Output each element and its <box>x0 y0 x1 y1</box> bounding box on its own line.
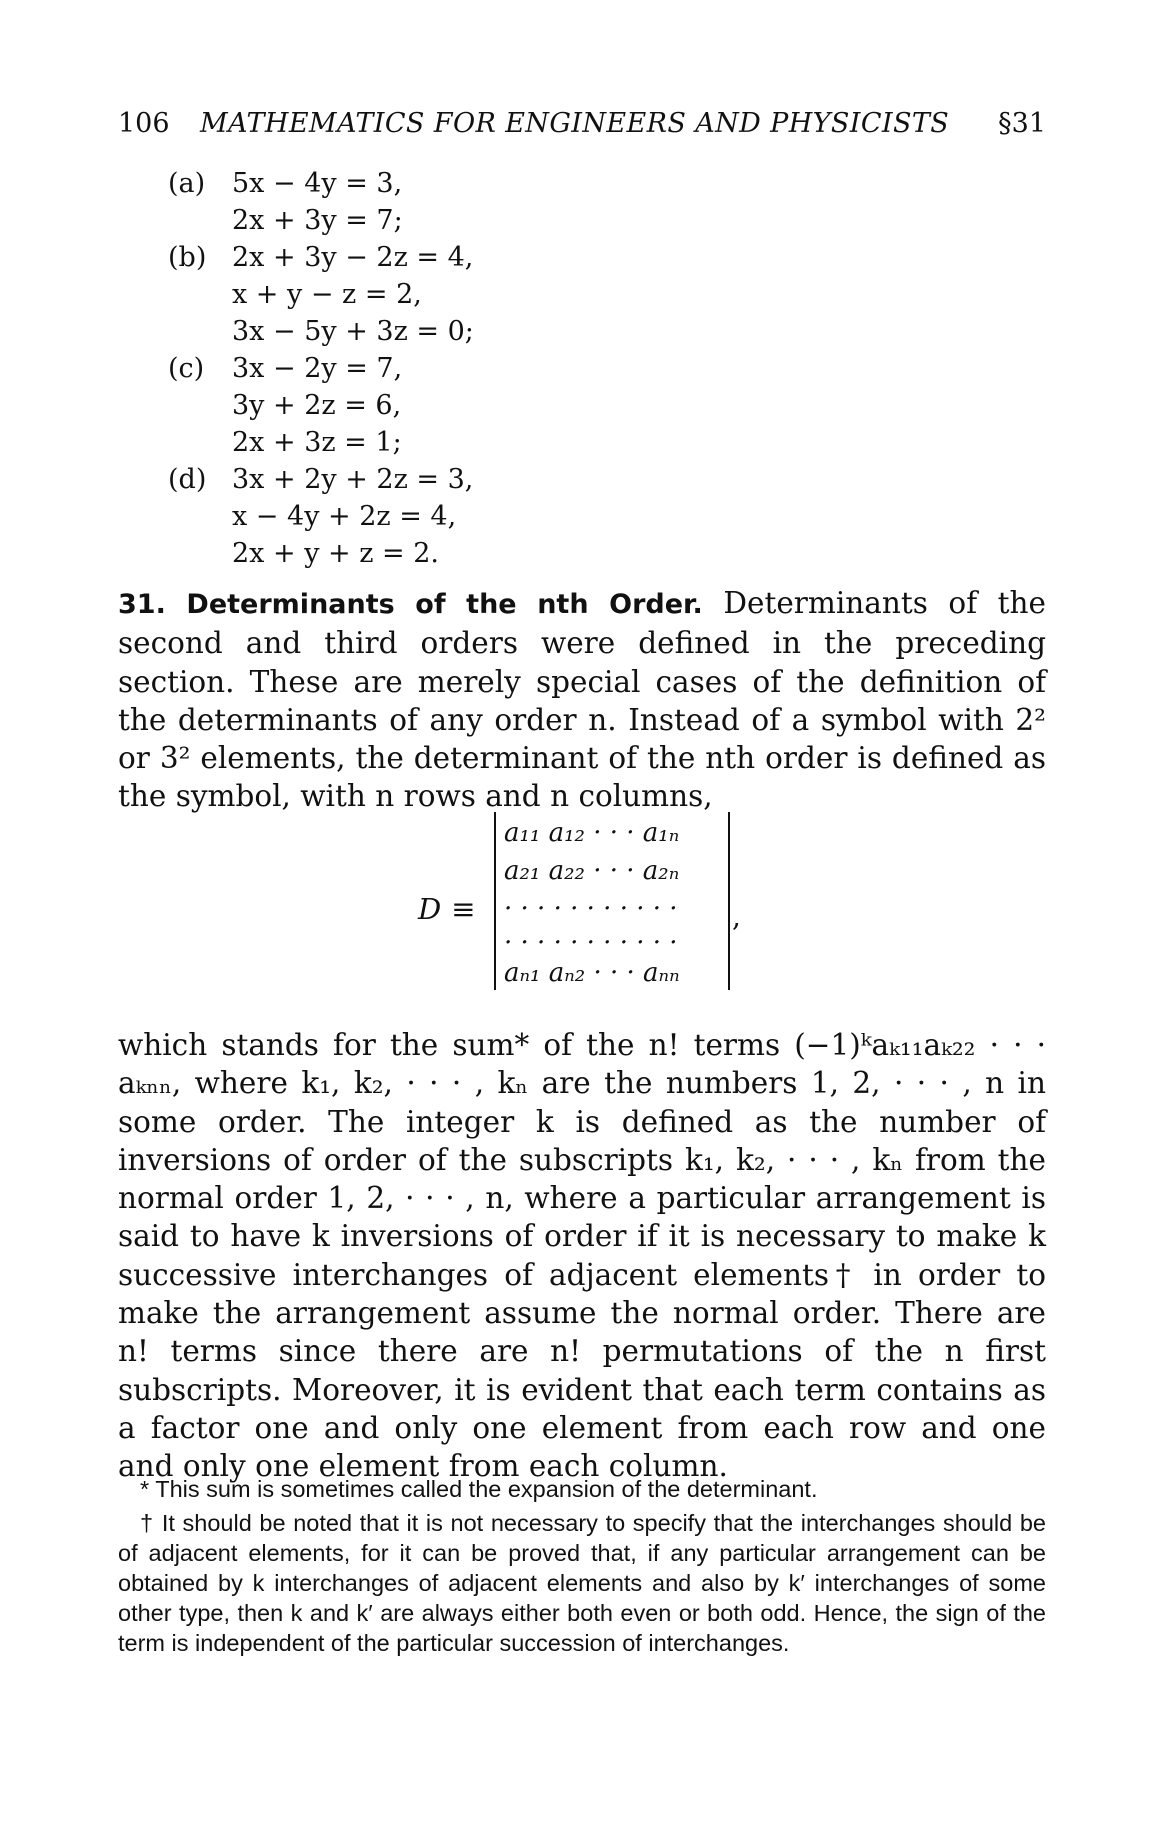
equation-line <box>168 279 422 310</box>
equation-text: x − 4y + 2z = 4, <box>232 501 457 532</box>
determinant-row: a₁₁ a₁₂ · · · a₁ₙ <box>504 818 680 848</box>
equation-line <box>168 168 402 199</box>
main-paragraph-text: which stands for the sum* of the n! terms (−1)ᵏaₖ₁₁aₖ₂₂ · · · aₖₙₙ, where k₁, k₂, · · · , kₙ are the numbers 1, 2, · · · , n in some order. The integer k is defined as the number of inversions of order of the subscripts k₁, k₂, · · · , kₙ from the normal order 1, 2, · · · , n, where a particular arrangement is said to have k inversions of order if it is necessary to make k successive interchanges of adjacent elements† in order to make the arrangement assume the normal order. There are n! terms since there are n! permutations of the n first subscripts. Moreover, it is evident that each term contains as a factor one and only one element from each row and one and only one element from each column. <box>118 1028 1046 1484</box>
determinant-row: a₂₁ a₂₂ · · · a₂ₙ <box>504 856 680 886</box>
footnotes <box>118 1474 1046 1658</box>
equation-text: 3x + 2y + 2z = 3, <box>232 464 474 495</box>
equation-line <box>168 501 456 532</box>
determinant-trailing-comma: , <box>732 900 741 933</box>
identity-symbol: ≡ <box>451 892 476 926</box>
equation-line <box>168 538 439 569</box>
equation-label: (b) <box>168 242 207 273</box>
equation-line <box>168 205 403 236</box>
equation-text: 2x + y + z = 2. <box>232 538 440 569</box>
section-mark: §31 <box>998 108 1046 139</box>
equation-text: x + y − z = 2, <box>232 279 422 310</box>
main-paragraph <box>118 1026 1046 1486</box>
equation-line <box>168 242 473 273</box>
equation-line <box>168 316 474 347</box>
equation-label: (d) <box>168 464 207 495</box>
section-heading: 31. Determinants of the nth Order. <box>118 589 703 620</box>
equation-text: 2x + 3y − 2z = 4, <box>232 242 474 273</box>
determinant-row: · · · · · · · · · · · <box>504 894 678 924</box>
determinant-row: aₙ₁ aₙ₂ · · · aₙₙ <box>504 958 680 988</box>
footnote-dagger: † It should be noted that it is not necessary to specify that the interchanges should be of adjacent elements, for it can be proved that, if any particular arrangement can be obtained by k interchanges of adjacent elements and also by k′ interchanges of some other type, then k and k′ are always either both even or both odd. Hence, the sign of the term is independent of the particular succession of interchanges. <box>118 1510 1046 1656</box>
equation-line <box>168 427 402 458</box>
equation-text: 2x + 3y = 7; <box>232 205 403 236</box>
page-number: 106 <box>118 108 170 139</box>
equation-text: 3x − 2y = 7, <box>232 353 403 384</box>
equation-text: 2x + 3z = 1; <box>232 427 402 458</box>
equation-text: 3x − 5y + 3z = 0; <box>232 316 474 347</box>
determinant-symbol-d: D <box>418 892 442 926</box>
determinant-row: · · · · · · · · · · · <box>504 928 678 958</box>
determinant-label <box>418 892 476 926</box>
equation-line <box>168 464 473 495</box>
determinant-display <box>0 800 1161 990</box>
running-title: MATHEMATICS FOR ENGINEERS AND PHYSICISTS <box>200 108 950 139</box>
equation-line <box>168 353 402 384</box>
equation-text: 5x − 4y = 3, <box>232 168 403 199</box>
footnote-asterisk: * This sum is sometimes called the expansion of the determinant. <box>140 1476 818 1502</box>
section-31-intro <box>118 584 1046 816</box>
equation-label: (c) <box>168 353 205 384</box>
equation-text: 3y + 2z = 6, <box>232 390 402 421</box>
page-header <box>118 108 1046 148</box>
section-intro-text: Determinants of the second and third orders were defined in the preceding section. These are merely special cases of the definition of the determinants of any order n. Instead of a symbol with 2² or 3² elements, the determinant of the nth order is defined as the symbol, with n rows and n columns, <box>118 586 1046 814</box>
determinant-matrix <box>494 812 730 990</box>
equation-line <box>168 390 401 421</box>
equation-label: (a) <box>168 168 206 199</box>
